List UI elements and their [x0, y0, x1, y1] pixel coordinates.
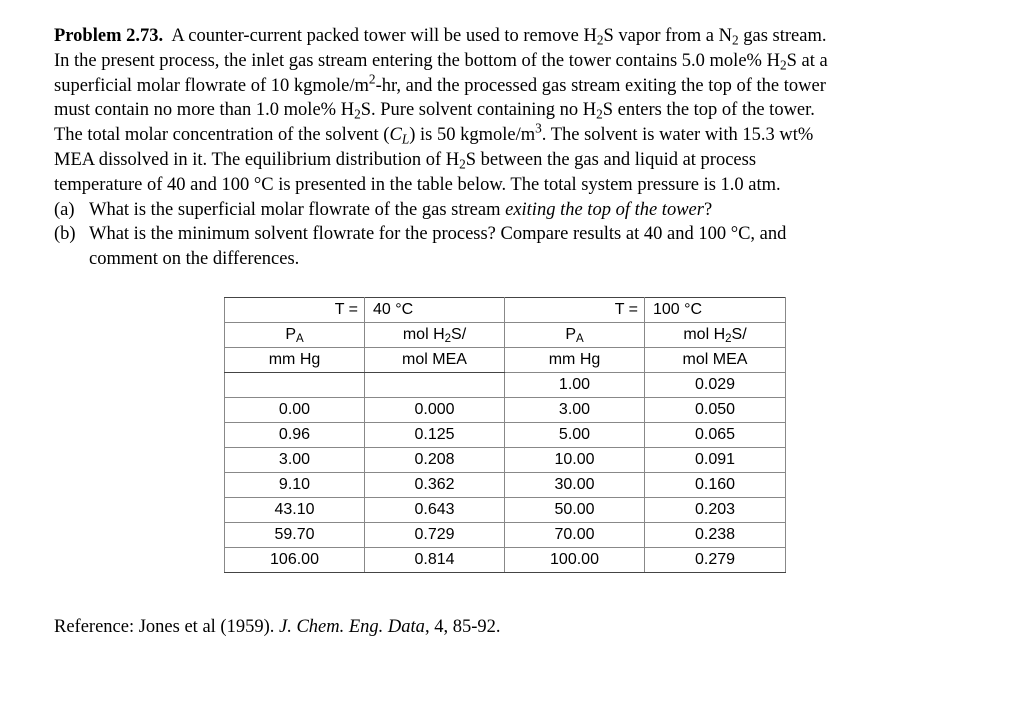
- problem-line-7: temperature of 40 and 100 °C is presented in the table below. The total system pressure is 1.0 atm.: [54, 174, 781, 195]
- pa-header-100: $P_A$: [505, 323, 645, 348]
- problem-text: The total molar concentration of the solvent (: [54, 125, 390, 146]
- question-text: What is the minimum solvent flowrate for the process? Compare results at 40 and 100 °C, and: [89, 224, 787, 245]
- pa-40-cell: 106.00: [225, 548, 365, 573]
- pa-40-cell: 59.70: [225, 523, 365, 548]
- t-label-40: T =: [225, 298, 365, 323]
- t-value-100: 100 °C: [645, 298, 786, 323]
- temperature-header-row: [225, 298, 786, 323]
- problem-line-1: [54, 24, 984, 49]
- problem-text: MEA dissolved in it. The equilibrium distribution of H: [54, 149, 460, 170]
- mol-mea-header-100: mol MEA: [645, 348, 786, 373]
- table-row: [225, 448, 786, 473]
- x-40-cell: 0.814: [365, 548, 505, 573]
- pa-header-40: $P_A$: [225, 323, 365, 348]
- subscript: 2: [779, 57, 787, 73]
- problem-text: superficial molar flowrate of 10 kgmole/m: [54, 75, 369, 96]
- x-40-cell: 0.729: [365, 523, 505, 548]
- pa-100-cell: 3.00: [505, 398, 645, 423]
- t-value-40: 40 °C: [365, 298, 505, 323]
- x-100-cell: 0.050: [645, 398, 786, 423]
- x-40-cell: 0.208: [365, 448, 505, 473]
- mol-mea-header-40: mol MEA: [365, 348, 505, 373]
- mol-h2s-header-40: mol $H_2S/$: [365, 323, 505, 348]
- x-100-cell: 0.091: [645, 448, 786, 473]
- problem-heading: Problem 2.73.: [54, 26, 164, 46]
- journal-name: J. Chem. Eng. Data: [279, 617, 425, 637]
- problem-text: S enters the top of the tower.: [602, 100, 815, 121]
- question-a-label: (a): [54, 199, 75, 220]
- question-b-label: (b): [54, 224, 76, 245]
- problem-line-2: [54, 49, 984, 74]
- italic-symbol: C: [389, 125, 402, 146]
- problem-text: In the present process, the inlet gas stream entering the bottom of the tower contains 5.0 mole% H: [54, 50, 780, 71]
- problem-text: S between the gas and liquid at process: [465, 149, 757, 170]
- problem-line-3: [54, 71, 984, 99]
- table-row: [225, 523, 786, 548]
- problem-text: S. Pure solvent containing no H: [360, 100, 597, 121]
- reference-prefix: Reference: Jones et al (1959).: [54, 617, 279, 637]
- pa-100-cell: 5.00: [505, 423, 645, 448]
- problem-text: S at a: [786, 50, 828, 71]
- mmhg-header-100: mm Hg: [505, 348, 645, 373]
- equilibrium-table: [224, 297, 786, 573]
- x-40-cell: 0.643: [365, 498, 505, 523]
- x-100-cell: 0.160: [645, 473, 786, 498]
- problem-text: A counter-current packed tower will be used to remove H: [171, 26, 597, 46]
- problem-text: must contain no more than 1.0 mole% H: [54, 100, 355, 121]
- table-row: [225, 498, 786, 523]
- problem-line-4: [54, 98, 984, 123]
- subscript: 2: [596, 32, 604, 48]
- reference-citation: [54, 617, 500, 638]
- subscript: 2: [731, 32, 739, 48]
- pa-100-cell: 1.00: [505, 373, 645, 398]
- table-row: [225, 548, 786, 573]
- x-100-cell: 0.279: [645, 548, 786, 573]
- table-row: [225, 423, 786, 448]
- pa-100-cell: 70.00: [505, 523, 645, 548]
- problem-line-6: [54, 148, 984, 173]
- mol-h2s-header-100: mol $H_2S/$: [645, 323, 786, 348]
- pa-100-cell: 30.00: [505, 473, 645, 498]
- superscript: 2: [368, 71, 376, 87]
- table-row: [225, 473, 786, 498]
- x-100-cell: 0.238: [645, 523, 786, 548]
- unit-header-row-1: [225, 323, 786, 348]
- table-row: [225, 398, 786, 423]
- subscript: 2: [596, 106, 603, 122]
- italic-subscript: L: [401, 131, 410, 147]
- problem-text: ) is 50 kgmole/m: [409, 125, 536, 146]
- subscript: 2: [459, 156, 466, 172]
- question-b: [54, 222, 984, 247]
- table-row-extra: [225, 373, 786, 398]
- unit-header-row-2: [225, 348, 786, 373]
- x-40-cell: 0.000: [365, 398, 505, 423]
- pa-100-cell: 10.00: [505, 448, 645, 473]
- pa-40-cell: 0.00: [225, 398, 365, 423]
- pa-40-cell: [225, 373, 365, 398]
- question-text: What is the superficial molar flowrate of the gas stream: [89, 199, 506, 220]
- t-label-100: T =: [505, 298, 645, 323]
- pa-40-cell: 3.00: [225, 448, 365, 473]
- x-40-cell: 0.125: [365, 423, 505, 448]
- question-b-continued: comment on the differences.: [89, 249, 300, 270]
- x-100-cell: 0.203: [645, 498, 786, 523]
- pa-100-cell: 100.00: [505, 548, 645, 573]
- pa-40-cell: 9.10: [225, 473, 365, 498]
- pa-40-cell: 43.10: [225, 498, 365, 523]
- question-emphasis: exiting the top of the tower: [505, 199, 704, 220]
- pa-40-cell: 0.96: [225, 423, 365, 448]
- pa-100-cell: 50.00: [505, 498, 645, 523]
- reference-suffix: , 4, 85-92.: [424, 617, 501, 637]
- problem-text: -hr, and the processed gas stream exiting the top of the tower: [375, 75, 826, 96]
- x-40-cell: 0.362: [365, 473, 505, 498]
- mmhg-header-40: mm Hg: [225, 348, 365, 373]
- question-text: ?: [703, 199, 713, 220]
- x-40-cell: [365, 373, 505, 398]
- problem-text: S vapor from a N: [603, 26, 732, 46]
- x-100-cell: 0.029: [645, 373, 786, 398]
- problem-text: gas stream.: [738, 26, 827, 46]
- subscript: 2: [354, 106, 361, 122]
- superscript: 3: [535, 120, 542, 136]
- problem-statement: [54, 24, 984, 272]
- x-100-cell: 0.065: [645, 423, 786, 448]
- problem-text: . The solvent is water with 15.3 wt%: [541, 125, 814, 146]
- problem-line-5: [54, 120, 984, 148]
- question-a: [54, 198, 984, 223]
